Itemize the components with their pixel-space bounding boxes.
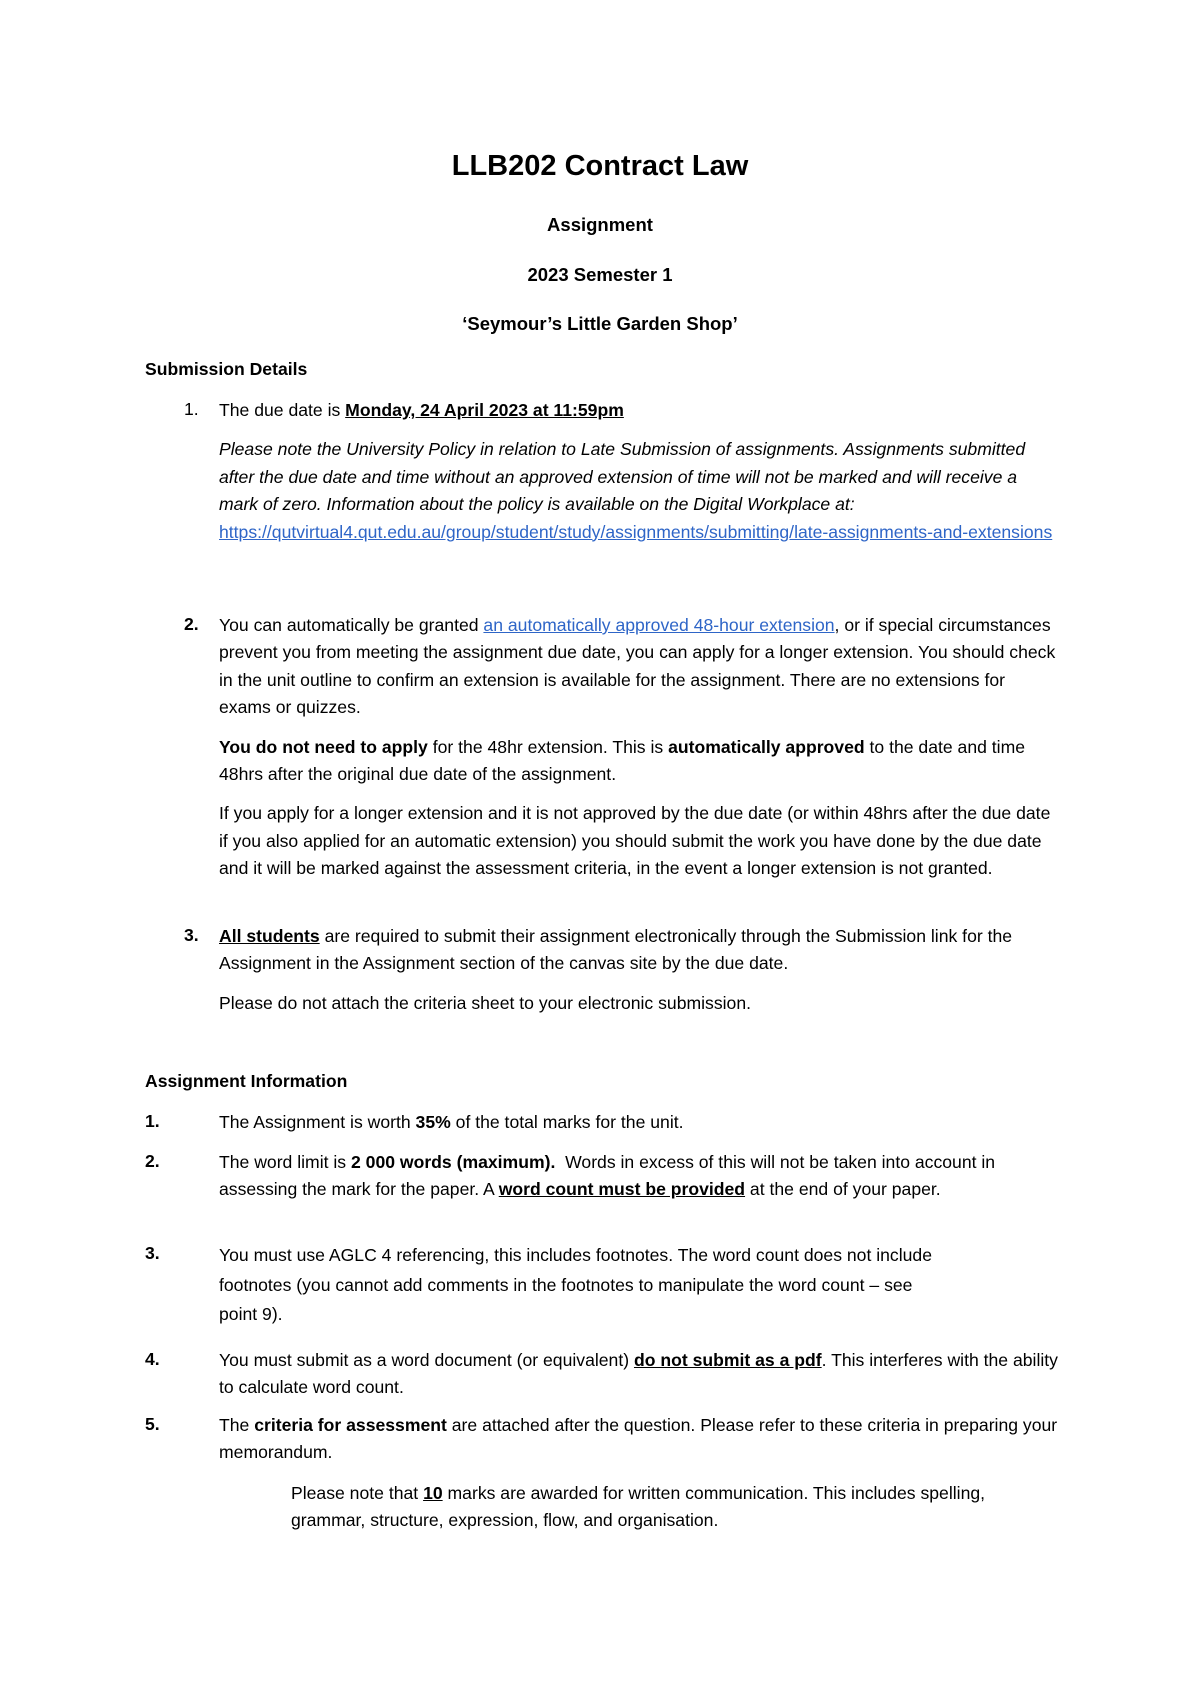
aglc-line-2: footnotes (you cannot add comments in the footnotes to manipulate the word count – see (219, 1274, 913, 1295)
all-students-text: are required to submit their assignment electronically through the Submission link for the Assignment in the Assignment section of the canvas site by the due date. (219, 926, 1013, 974)
submission-item-3-number: 3. (184, 925, 199, 945)
info-item-5-number: 5. (145, 1414, 160, 1434)
semester-label: 2023 Semester 1 (527, 264, 673, 285)
extension-text-post: , or if special circumstances prevent you from meeting the assignment due date, you can apply for a longer extension. You should check in the unit outline to confirm an extension is available for the assignment. There are no extensions for exams or quizzes. (219, 615, 1056, 718)
submission-item-1 (219, 397, 1059, 546)
info-item-4-number: 4. (145, 1349, 160, 1369)
info-item-3 (219, 1241, 932, 1330)
all-students-label: All students (219, 926, 320, 946)
extension-text-pre: You can automatically be granted (219, 615, 484, 635)
due-date-prefix: The due date is (219, 400, 346, 420)
due-date-line (219, 397, 1059, 424)
no-apply-bold: You do not need to apply (219, 736, 428, 757)
communication-paragraph (291, 1480, 1051, 1535)
worth-percent: 35% (415, 1112, 451, 1132)
word-limit-pre: The word limit is (219, 1152, 351, 1172)
auto-approved-bold: automatically approved (668, 736, 865, 757)
auto-approve-mid: for the 48hr extension. This is (427, 736, 669, 757)
word-count-required: word count must be provided (498, 1179, 746, 1200)
communication-marks: 10 (423, 1483, 443, 1503)
auto-approve-paragraph (219, 734, 1059, 789)
due-date-value: Monday, 24 April 2023 at 11:59pm (345, 400, 624, 420)
word-limit-value: 2 000 words (maximum). (350, 1152, 556, 1172)
policy-link-paragraph (219, 519, 1059, 546)
word-doc-post: . This interferes with the ability to calculate word count. (219, 1350, 1058, 1398)
word-limit-post: at the end of your paper. (745, 1179, 941, 1200)
word-doc-pre: You must submit as a word document (or equivalent) (219, 1350, 634, 1370)
communication-note (291, 1480, 1051, 1535)
document-subtitle: Assignment (547, 214, 653, 235)
aglc-line-1: You must use AGLC 4 referencing, this includes footnotes. The word count does not include (219, 1245, 932, 1265)
criteria-pre: The (219, 1415, 255, 1435)
submission-item-3 (219, 923, 1059, 1017)
info-heading: Assignment Information (145, 1071, 348, 1091)
criteria-bold: criteria for assessment (254, 1415, 447, 1435)
word-limit-mid: Words in excess of this will not be taken into account in assessing the mark for the paper. A (219, 1152, 1000, 1200)
criteria-post: are attached after the question. Please refer to these criteria in preparing your memorandum. (219, 1415, 1058, 1463)
communication-pre: Please note that (291, 1483, 424, 1503)
case-name: ‘Seymour’s Little Garden Shop’ (462, 313, 738, 334)
submission-item-2-number: 2. (184, 614, 199, 634)
document-title: LLB202 Contract Law (451, 150, 749, 182)
submission-item-1-number: 1. (184, 399, 199, 419)
info-item-2-number: 2. (145, 1151, 160, 1171)
info-item-1 (219, 1109, 1059, 1136)
aglc-line-3: point 9). (219, 1304, 283, 1324)
longer-extension-paragraph: If you apply for a longer extension and it is not approved by the due date (or within 48hrs after the due date if you also applied for an automatic extension) you should submit the work you have done by the due date and it will be marked against the assessment criteria, in the event a longer extension is not granted. (219, 803, 1051, 879)
info-item-5 (219, 1412, 1059, 1467)
criteria-paragraph (219, 1412, 1059, 1467)
extension-paragraph (219, 612, 1059, 722)
extension-link[interactable]: an automatically approved 48-hour extension (483, 615, 835, 635)
communication-post: marks are awarded for written communication. This includes spelling, grammar, structure, expression, flow, and organisation. (291, 1483, 986, 1531)
all-students-paragraph (219, 923, 1059, 978)
word-limit-paragraph (219, 1149, 1059, 1204)
info-item-1-number: 1. (145, 1111, 160, 1131)
criteria-sheet-note: Please do not attach the criteria sheet to your electronic submission. (219, 992, 752, 1013)
submission-heading: Submission Details (145, 359, 308, 379)
info-item-4 (219, 1347, 1059, 1402)
info-item-2 (219, 1149, 1059, 1204)
word-doc-paragraph (219, 1347, 1059, 1402)
submission-item-2 (219, 612, 1059, 883)
late-policy-note: Please note the University Policy in relation to Late Submission of assignments. Assignments submitted after the due date and time without an approved extension of time will not be marked and will receive a mark of zero. Information about the policy is available on the Digital Workplace at: (219, 439, 1026, 515)
auto-approve-end: to the date and time 48hrs after the original due date of the assignment. (219, 736, 1026, 785)
worth-post: of the total marks for the unit. (450, 1112, 684, 1132)
no-pdf-warning: do not submit as a pdf (633, 1350, 822, 1370)
late-policy-link[interactable]: https://qutvirtual4.qut.edu.au/group/student/study/assignments/submitting/late-assignments-and-extensions (219, 521, 1053, 542)
info-item-3-number: 3. (145, 1243, 160, 1263)
worth-line (219, 1109, 1059, 1136)
worth-pre: The Assignment is worth (219, 1112, 416, 1132)
